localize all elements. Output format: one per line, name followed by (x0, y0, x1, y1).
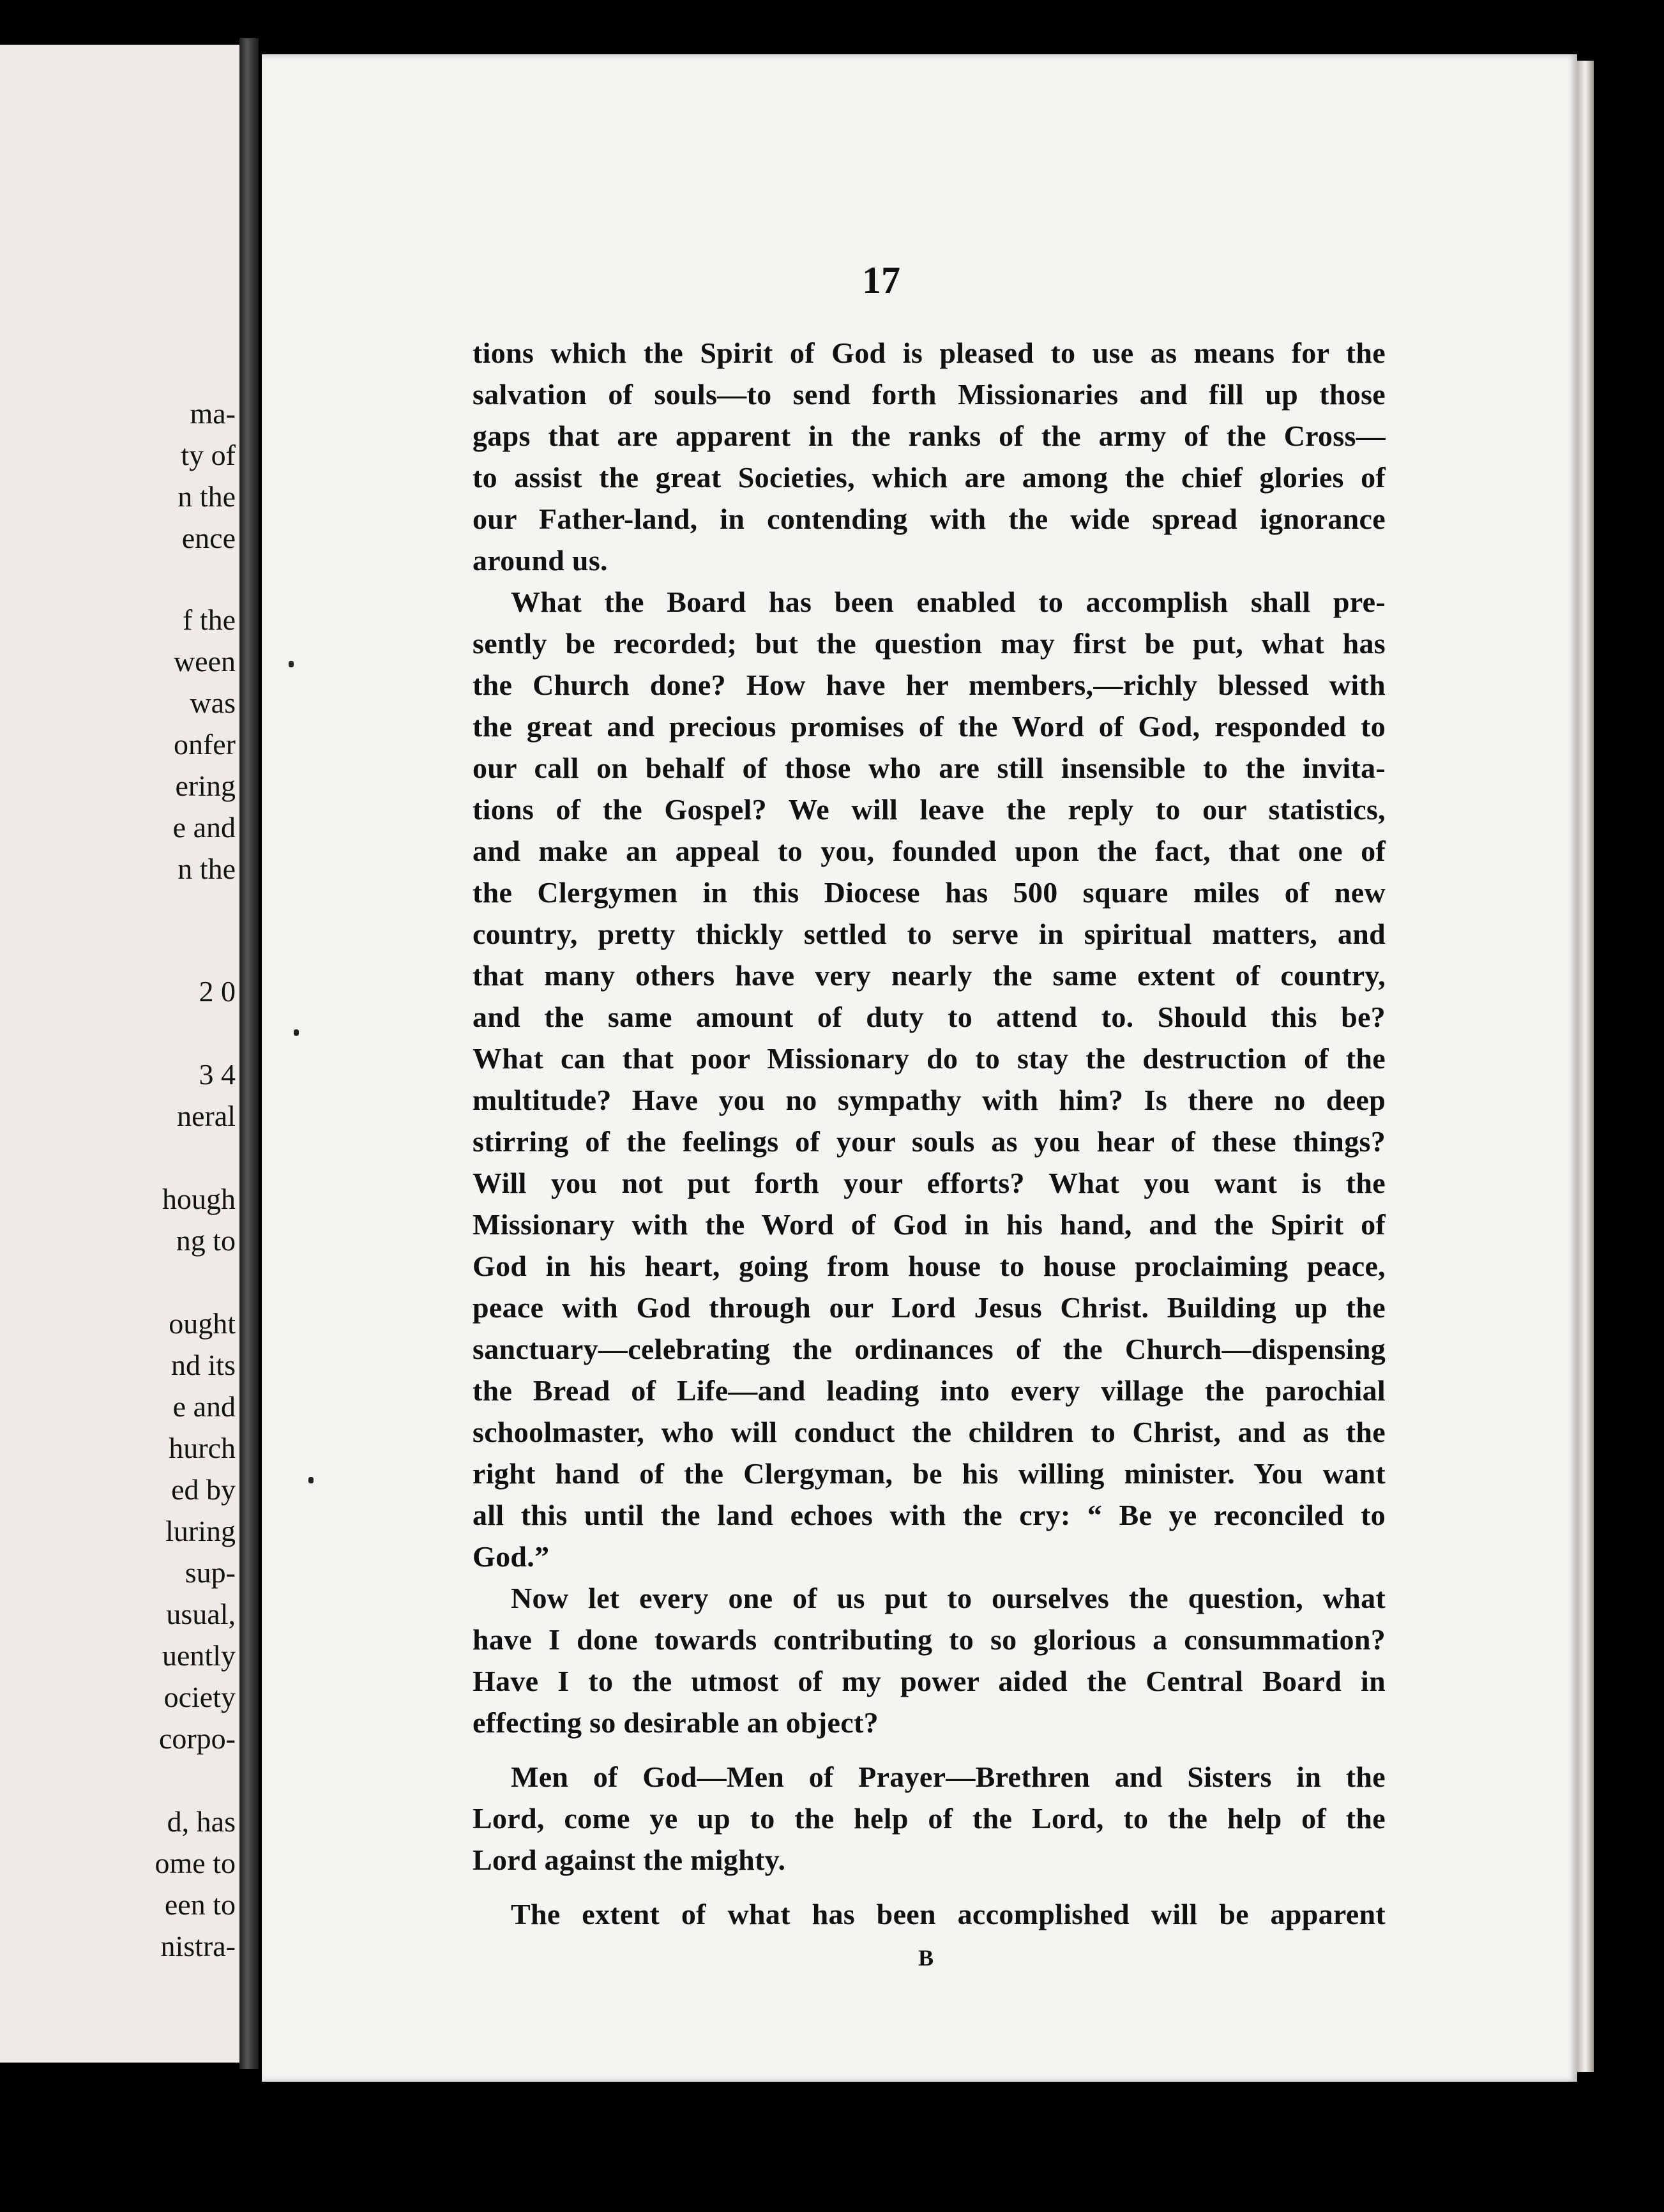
text-line: What the Board has been enabled to accomplish shall pre- (511, 586, 1386, 618)
left-page-fragment: hough (162, 1183, 236, 1215)
left-page-fragment: ng to (176, 1224, 236, 1257)
text-line: the great and precious promises of the Word of God, responded to (473, 710, 1386, 743)
margin-speck (294, 1029, 299, 1036)
left-page-fragment: ought (169, 1307, 236, 1340)
signature-mark: B (918, 1945, 934, 1971)
left-page-fragment: ociety (163, 1681, 236, 1713)
left-page-fragment: 3 4 (199, 1058, 236, 1091)
text-line: Lord, come ye up to the help of the Lord, to the help of the (473, 1802, 1386, 1835)
margin-speck (289, 661, 294, 667)
text-line: effecting so desirable an object? (473, 1706, 879, 1739)
left-page-fragment: nd its (171, 1349, 236, 1381)
text-line: Now let every one of us put to ourselves the question, what (511, 1582, 1386, 1614)
paragraph (473, 332, 1386, 581)
text-line: right hand of the Clergyman, be his willing minister. You want (473, 1457, 1386, 1490)
margin-speck (308, 1477, 314, 1483)
left-page-fragment: f the (182, 603, 236, 636)
left-page-fragment: n the (178, 852, 236, 885)
text-line: The extent of what has been accomplished will be apparent (511, 1898, 1386, 1930)
text-line: Missionary with the Word of God in his hand, and the Spirit of (473, 1208, 1386, 1241)
paragraph-gap (473, 1743, 1386, 1756)
text-line: the Bread of Life—and leading into every village the parochial (473, 1374, 1386, 1407)
text-line: our Father-land, in contending with the wide spread ignorance (473, 503, 1386, 535)
left-page-fragment: ed by (171, 1473, 236, 1506)
text-line: all this until the land echoes with the cry: “ Be ye reconciled to (473, 1499, 1386, 1531)
text-line: have I done towards contributing to so glorious a consummation? (473, 1623, 1386, 1656)
left-page-fragment: usual, (166, 1598, 236, 1630)
text-line: peace with God through our Lord Jesus Christ. Building up the (473, 1291, 1386, 1324)
text-line: God in his heart, going from house to house proclaiming peace, (473, 1250, 1386, 1282)
left-page-fragment: hurch (169, 1432, 236, 1464)
text-line: Men of God—Men of Prayer—Brethren and Sisters in the (511, 1761, 1386, 1793)
left-page-fragment: nistra- (160, 1930, 236, 1962)
paragraph (473, 1893, 1386, 1935)
left-page-fragment: e and (172, 1390, 236, 1423)
text-line: the Clergymen in this Diocese has 500 square miles of new (473, 876, 1386, 909)
text-line: tions which the Spirit of God is pleased to use as means for the (473, 337, 1386, 369)
text-line: the Church done? How have her members,—richly blessed with (473, 669, 1386, 701)
left-page-fragment: luring (165, 1515, 236, 1547)
left-page-fragment: was (190, 686, 236, 719)
left-page (0, 45, 242, 2063)
book-gutter (239, 38, 259, 2069)
left-page-fragment: sup- (185, 1556, 236, 1589)
left-page-fragment: onfer (173, 728, 236, 761)
page-edge (1577, 61, 1594, 2072)
text-line: Will you not put forth your efforts? What you want is the (473, 1167, 1386, 1199)
page-number: 17 (862, 259, 900, 301)
text-line: God.” (473, 1540, 550, 1573)
paragraph (473, 1577, 1386, 1743)
body-text (473, 332, 1386, 1935)
left-page-fragment: ty of (181, 439, 236, 471)
text-line: stirring of the feelings of your souls as you hear of these things? (473, 1125, 1386, 1158)
paragraph-gap (473, 1881, 1386, 1893)
left-page-fragment: n the (178, 480, 236, 513)
text-line: our call on behalf of those who are still insensible to the invita- (473, 752, 1386, 784)
text-line: and the same amount of duty to attend to. Should this be? (473, 1001, 1386, 1033)
paragraph (473, 1756, 1386, 1881)
text-line: schoolmaster, who will conduct the children to Christ, and as the (473, 1416, 1386, 1448)
text-line: to assist the great Societies, which are among the chief glories of (473, 461, 1386, 494)
text-line: Lord against the mighty. (473, 1844, 786, 1876)
text-line: country, pretty thickly settled to serve in spiritual matters, and (473, 918, 1386, 950)
text-line: gaps that are apparent in the ranks of the army of the Cross— (473, 420, 1386, 452)
text-line: around us. (473, 544, 608, 577)
left-page-fragment: ering (175, 769, 236, 802)
left-page-fragment: uently (162, 1639, 236, 1672)
left-page-fragment: ma- (190, 397, 236, 430)
left-page-fragment: ome to (155, 1847, 236, 1879)
left-page-fragment: neral (177, 1100, 236, 1132)
text-line: sanctuary—celebrating the ordinances of the Church—dispensing (473, 1333, 1386, 1365)
text-line: multitude? Have you no sympathy with him? Is there no deep (473, 1084, 1386, 1116)
left-page-fragment: d, has (167, 1805, 236, 1838)
left-page-fragment: ence (181, 522, 236, 554)
text-line: tions of the Gospel? We will leave the reply to our statistics, (473, 793, 1386, 826)
text-line: salvation of souls—to send forth Missionaries and fill up those (473, 378, 1386, 411)
left-page-fragment: corpo- (158, 1722, 236, 1755)
text-line: that many others have very nearly the same extent of country, (473, 959, 1386, 992)
left-page-fragment: ween (173, 645, 236, 678)
text-line: and make an appeal to you, founded upon the fact, that one of (473, 835, 1386, 867)
text-line: sently be recorded; but the question may first be put, what has (473, 627, 1386, 660)
text-line: Have I to the utmost of my power aided the Central Board in (473, 1665, 1386, 1697)
paragraph (473, 581, 1386, 1577)
text-line: What can that poor Missionary do to stay the destruction of the (473, 1042, 1386, 1075)
left-page-fragment: 2 0 (199, 975, 236, 1008)
left-page-fragment: een to (164, 1888, 236, 1921)
left-page-fragment: e and (172, 811, 236, 844)
